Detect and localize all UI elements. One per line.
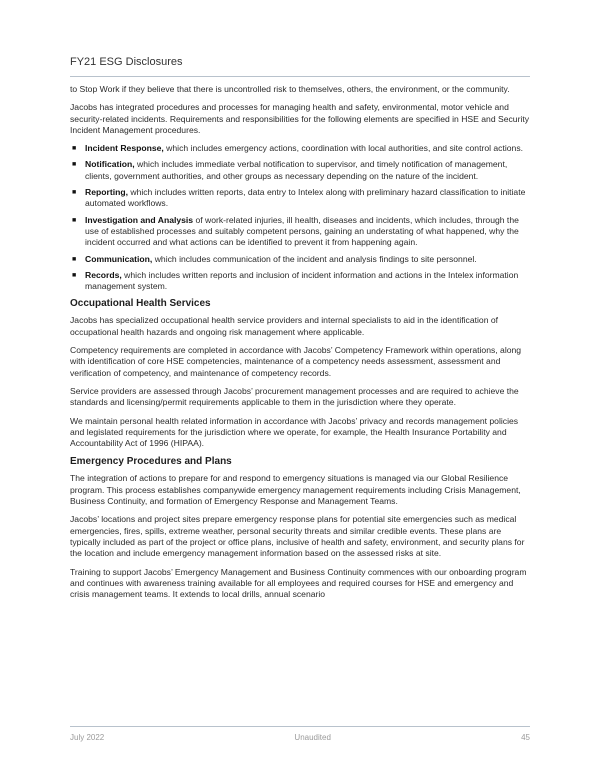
bullet-square-icon: ■ xyxy=(72,145,77,153)
ohs-paragraph-4: We maintain personal health related information in accordance with Jacobs’ privacy and records management policies and legislated requirements for the jurisdiction where we operate, for example, the Health Insurance Portability and Accountability Act of 1996 (HIPAA). xyxy=(70,415,519,449)
list-item-term: Notification, xyxy=(85,159,135,170)
intro-continuation-paragraph: to Stop Work if they believe that there is uncontrolled risk to themselves, others, the environment, or the community. xyxy=(70,84,510,94)
incident-elements-list xyxy=(70,143,530,292)
bullet-square-icon: ■ xyxy=(72,216,77,224)
bullet-square-icon: ■ xyxy=(72,255,77,263)
footer-audit-status: Unaudited xyxy=(294,733,331,742)
list-item xyxy=(70,254,530,265)
ohs-paragraph-3: Service providers are assessed through Jacobs’ procurement management processes and are required to achieve the standards and licensing/permit requirements applicable to them in the jurisdiction where they operate. xyxy=(70,385,519,408)
section-heading-emergency-procedures: Emergency Procedures and Plans xyxy=(70,456,232,468)
list-item-term: Records, xyxy=(85,269,122,280)
list-item-text: which includes immediate verbal notification to supervisor, and timely notification of management, clients, government authorities, and other groups as necessary depending on the nature of the incident. xyxy=(85,159,508,181)
list-item-term: Reporting, xyxy=(85,187,128,198)
bullet-square-icon: ■ xyxy=(72,161,77,169)
list-item xyxy=(70,270,530,293)
page-footer xyxy=(70,726,530,742)
list-item-term: Communication, xyxy=(85,253,153,264)
epp-paragraph-2: Jacobs’ locations and project sites prepare emergency response plans for potential site emergencies such as medical emergencies, fires, spills, extreme weather, personal security threats and similar credible events. These plans are typically included as part of the project or office plans, inclusive of health and safety, environment, and security plans for the location and include emergency management information based on the assessed risks at site. xyxy=(70,514,525,559)
list-item-text: which includes written reports and inclusion of incident information and actions in the Intelex information management system. xyxy=(85,269,519,292)
list-item-text: which includes emergency actions, coordination with local authorities, and site control actions. xyxy=(163,143,524,154)
ohs-paragraph-2: Competency requirements are completed in accordance with Jacobs’ Competency Framework within operations, along with identification of core HSE competencies, maintenance of a competency needs assessment, assessment and verification of competency, and maintenance of competency records. xyxy=(70,345,522,378)
footer-page-number: 45 xyxy=(521,733,530,742)
list-item xyxy=(70,187,530,210)
page-header xyxy=(70,56,530,77)
list-item-text: which includes written reports, data entry to Intelex along with preliminary hazard classification to initiate automated workflows. xyxy=(85,187,526,209)
bullet-square-icon: ■ xyxy=(72,271,77,279)
list-item-text: which includes communication of the incident and analysis findings to site personnel. xyxy=(152,253,477,264)
page-content xyxy=(70,84,530,607)
list-item xyxy=(70,159,530,182)
list-item-text: of work-related injuries, ill health, diseases and incidents, which includes, through the use of established processes and suitably competent persons, gaining an understating of what happened, why the incident occurred and what actions can be identified to prevent it from happening again. xyxy=(85,214,519,248)
list-item xyxy=(70,215,530,249)
incident-intro-paragraph: Jacobs has integrated procedures and processes for managing health and safety, environmental, motor vehicle and security-related incidents. Requirements and responsibilities for the following elements are specified in HSE and Security Incident Management procedures. xyxy=(70,102,530,135)
list-item xyxy=(70,143,530,154)
footer-date: July 2022 xyxy=(70,733,105,742)
bullet-square-icon: ■ xyxy=(72,189,77,197)
document-title: FY21 ESG Disclosures xyxy=(70,56,183,68)
list-item-term: Investigation and Analysis xyxy=(85,214,194,225)
ohs-paragraph-1: Jacobs has specialized occupational health service providers and internal specialists to aid in the identification of occupational health hazards and ongoing risk management where applicable. xyxy=(70,315,499,337)
list-item-term: Incident Response, xyxy=(85,143,164,154)
section-heading-occupational-health: Occupational Health Services xyxy=(70,298,211,310)
epp-paragraph-1: The integration of actions to prepare for and respond to emergency situations is managed via our Global Resilience program. This process establishes companywide emergency management requirements including Crisis Management, Business Continuity, and formation of Emergency Response and Management Teams. xyxy=(70,473,521,507)
epp-paragraph-3: Training to support Jacobs’ Emergency Management and Business Continuity commences with our onboarding program and continues with awareness training available for all employees and required courses for HSE and emergency and crisis management teams. It extends to local drills, annual scenario xyxy=(70,566,527,600)
